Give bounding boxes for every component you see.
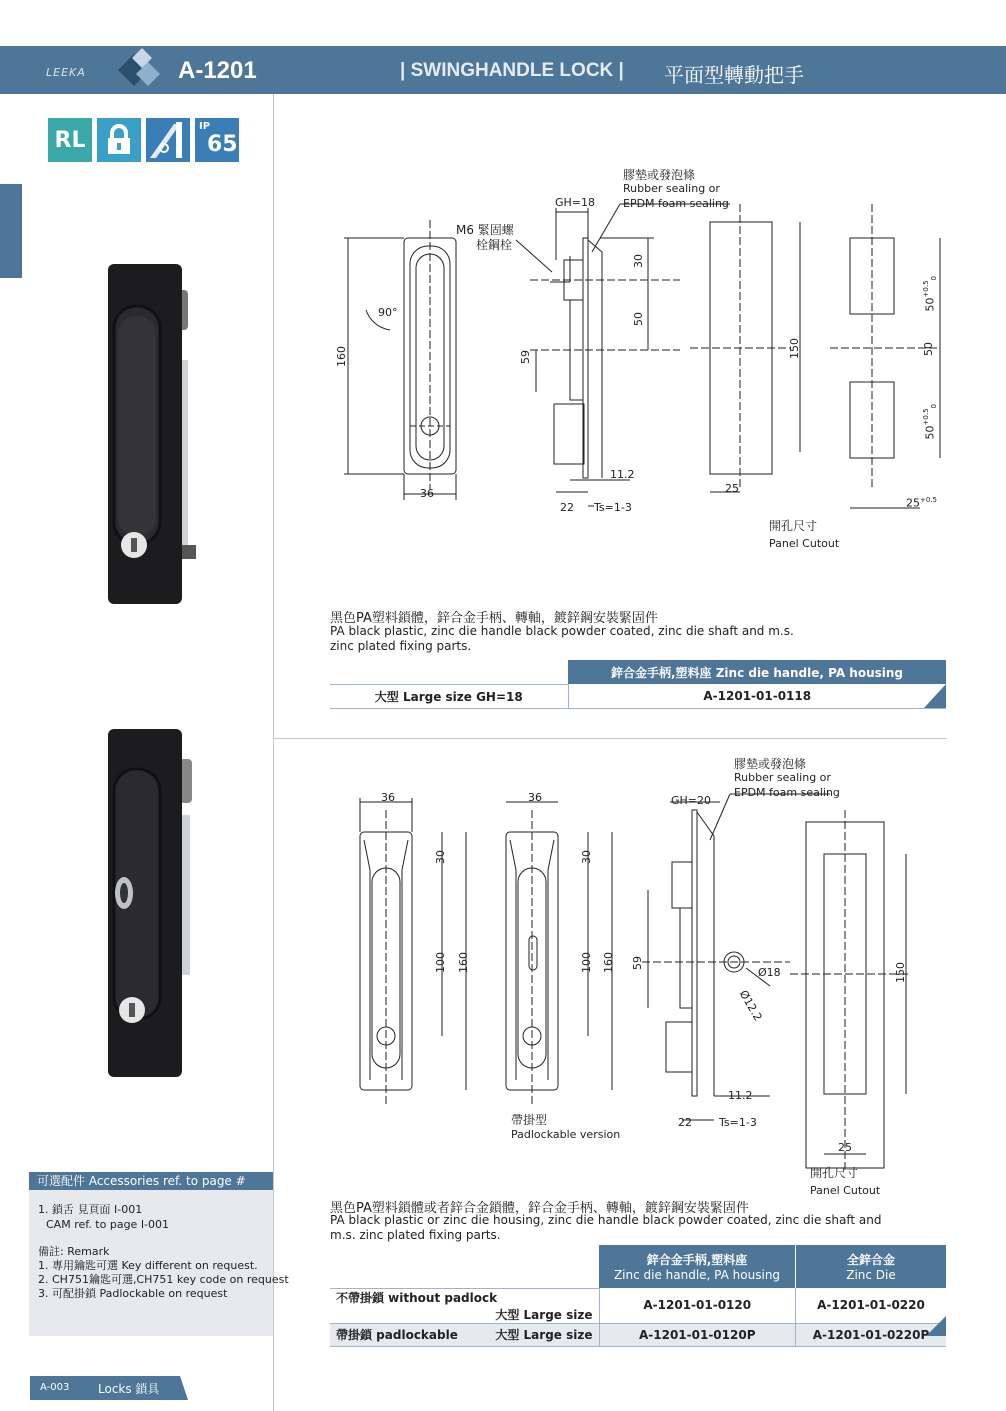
dim-50: 50 xyxy=(632,312,645,326)
d2-dim-100a: 100 xyxy=(434,952,447,973)
d2-dim-36a: 36 xyxy=(381,791,395,804)
padlock-label-zh: 帶掛型 xyxy=(511,1113,548,1127)
cutout-50-mid: 50 xyxy=(922,342,935,356)
table1-header: 鋅合金手柄,塑料座 Zinc die handle, PA housing xyxy=(568,660,946,684)
dim-160: 160 xyxy=(335,346,348,367)
remark-2: 2. CH751鑰匙可選,CH751 key code on request xyxy=(38,1273,289,1286)
dim-25: 25 xyxy=(725,482,739,495)
cutout-label-zh: 開孔尺寸 xyxy=(769,519,818,533)
column-divider xyxy=(273,94,274,1411)
d2-ts: Ts=1-3 xyxy=(719,1116,757,1129)
dim-150: 150 xyxy=(788,338,801,359)
d2-dim-36b: 36 xyxy=(528,791,542,804)
footer-section: Locks 鎖具 xyxy=(98,1382,160,1396)
dim-30: 30 xyxy=(632,254,645,268)
table1-row-label: 大型 Large size GH=18 xyxy=(330,684,568,708)
description-2-en2: m.s. zinc plated fixing parts. xyxy=(330,1228,501,1242)
model-table-1 xyxy=(330,660,946,709)
description-1-en2: zinc plated fixing parts. xyxy=(330,639,472,653)
d2-dim-11-2: 11.2 xyxy=(728,1089,753,1102)
d2-rubber-en2: EPDM foam sealing xyxy=(734,786,840,799)
dim-ts: Ts=1-3 xyxy=(594,501,632,514)
table-corner-2 xyxy=(926,1316,946,1336)
d2-dim-160a: 160 xyxy=(457,952,470,973)
d2-dim-100b: 100 xyxy=(580,952,593,973)
table1-row-value: A-1201-01-0118 xyxy=(703,688,812,703)
product-photo-top xyxy=(100,260,200,610)
diamond-logo-icon xyxy=(112,48,172,94)
d2-gh: GH=20 xyxy=(671,794,712,807)
d2-dim-25: 25 xyxy=(838,1141,852,1154)
description-1-zh: 黑色PA塑料鎖體，鋅合金手柄、轉軸，鍍鋅鋼安裝緊固件 xyxy=(330,611,658,626)
panel-mount-icon xyxy=(146,118,190,162)
dim-22: 22 xyxy=(560,501,574,514)
d2-dim-30a: 30 xyxy=(434,850,447,864)
d2-cutout-en: Panel Cutout xyxy=(810,1184,881,1197)
description-2-zh: 黑色PA塑料鎖體或者鋅合金鎖體，鋅合金手柄、轉軸，鍍鋅鋼安裝緊固件 xyxy=(330,1201,749,1216)
d2-dim-160b: 160 xyxy=(602,952,615,973)
d2-rubber-en1: Rubber sealing or xyxy=(734,771,831,784)
technical-drawing-1 xyxy=(330,160,950,560)
section-divider xyxy=(273,738,947,739)
rubber-label-zh: 膠墊或發泡條 xyxy=(623,168,696,182)
page-number: A-003 xyxy=(40,1382,70,1393)
cutout-label-en: Panel Cutout xyxy=(769,537,840,550)
rubber-label-en1: Rubber sealing or xyxy=(623,182,720,195)
d2-dim-22: 22 xyxy=(678,1116,692,1129)
product-title-zh: 平面型轉動把手 xyxy=(664,63,804,87)
product-photo-bottom xyxy=(100,725,210,1080)
table2-col1-header: 鋅合金手柄,塑料座 Zinc die handle, PA housing xyxy=(599,1245,796,1288)
remark-1: 1. 專用鑰匙可選 Key different on request. xyxy=(38,1259,258,1272)
model-table-2 xyxy=(330,1245,946,1347)
table-row: 帶掛鎖 padlockable 大型 Large size A-1201-01-0120P A-1201-01-0220P xyxy=(330,1323,946,1346)
d2-cutout-zh: 開孔尺寸 xyxy=(810,1166,859,1180)
side-tab xyxy=(0,184,22,278)
angle-label: 90° xyxy=(378,306,398,319)
gh-dimension: GH=18 xyxy=(555,196,596,209)
remark-3: 3. 可配掛鎖 Padlockable on request xyxy=(38,1287,228,1300)
rubber-label-en2: EPDM foam sealing xyxy=(623,197,729,210)
description-2-en1: PA black plastic or zinc die housing, zinc die handle black powder coated, zinc die shaft and xyxy=(330,1213,882,1227)
accessories-title: 可選配件 Accessories ref. to page # xyxy=(29,1172,273,1190)
m6-label-1: M6 緊固螺 xyxy=(456,223,514,237)
d2-rubber-zh: 膠墊或發泡條 xyxy=(734,757,807,771)
product-title-en: | SWINGHANDLE LOCK | xyxy=(400,60,624,81)
description-1-en1: PA black plastic, zinc die handle black powder coated, zinc die shaft and m.s. xyxy=(330,624,794,638)
ip65-badge: IP 65 xyxy=(195,118,239,162)
d2-dim-30b: 30 xyxy=(580,850,593,864)
brand-logo: LEEKA xyxy=(46,66,86,79)
cutout-25: $25^{+0.5}$ xyxy=(906,496,937,510)
dim-11-2: 11.2 xyxy=(610,468,635,481)
remark-title: 備註: Remark xyxy=(38,1245,110,1258)
d2-phi12: Ø12.2 xyxy=(736,988,765,1024)
m6-label-2: 栓鋼栓 xyxy=(476,238,513,252)
cutout-50-bottom: $50^{+0.5}_0$ xyxy=(922,404,938,440)
accessory-item-1b: CAM ref. to page I-001 xyxy=(46,1218,170,1231)
table-corner-1 xyxy=(924,684,946,708)
table-row: 不帶掛鎖 without padlock 大型 Large size A-1201-01-0120 A-1201-01-0220 xyxy=(330,1288,946,1323)
d2-dim-59: 59 xyxy=(631,956,644,970)
accessory-item-1: 1. 鎖舌 見頁面 I-001 xyxy=(38,1203,143,1216)
d2-dim-150: 150 xyxy=(894,962,907,983)
dim-36: 36 xyxy=(420,487,434,500)
cutout-50-top: $50^{+0.5}_0$ xyxy=(922,276,938,312)
table2-col2-header: 全鋅合金 Zinc Die xyxy=(796,1245,947,1288)
rl-badge: RL xyxy=(48,118,92,162)
model-number: A-1201 xyxy=(178,57,257,84)
d2-phi18: Ø18 xyxy=(758,966,781,979)
lock-icon xyxy=(97,118,141,162)
padlock-label-en: Padlockable version xyxy=(511,1128,621,1141)
dim-59: 59 xyxy=(519,350,532,364)
